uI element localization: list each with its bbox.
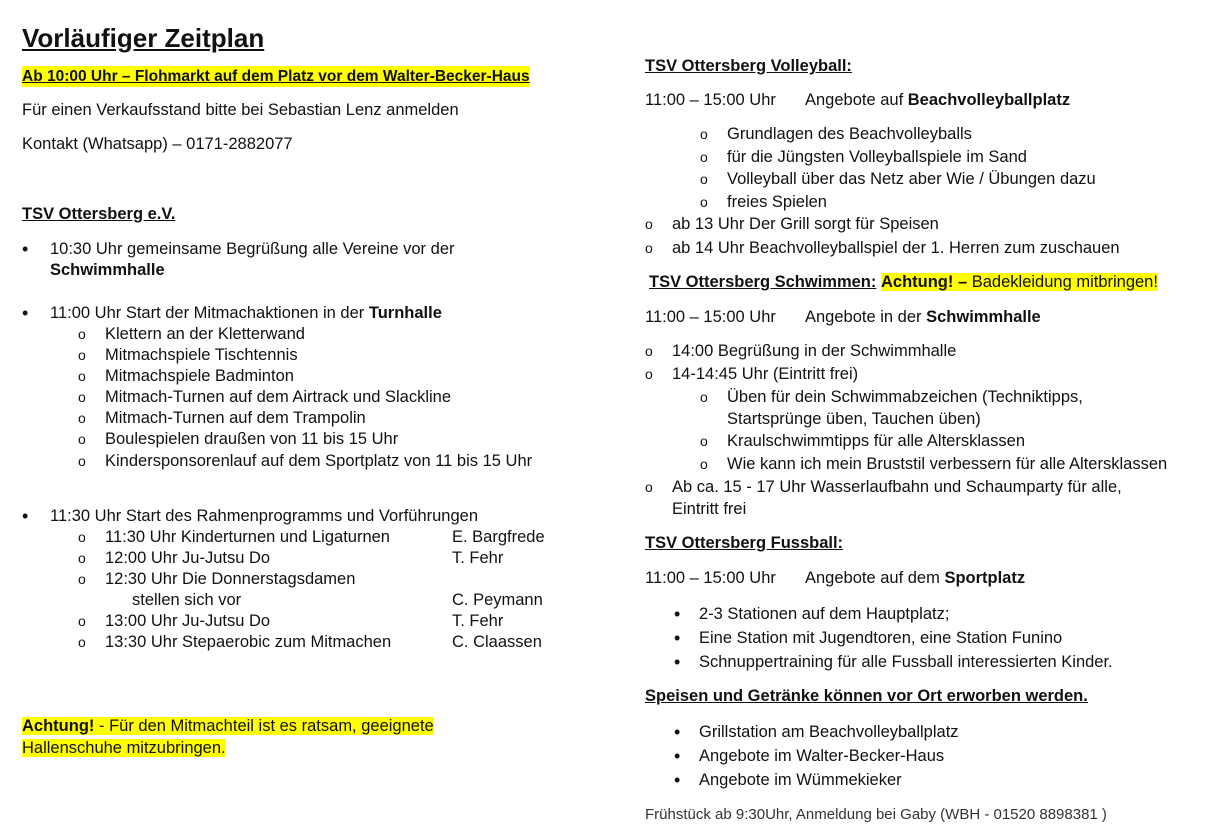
rahmen-item-text: 13:00 Uhr Ju-Jutsu Do [105, 612, 271, 630]
schwimmen-item: Ab ca. 15 - 17 Uhr Wasserlaufbahn und Schaumparty für alle, [672, 478, 1122, 496]
speisen-item: Grillstation am Beachvolleyballplatz [699, 723, 959, 741]
volleyball-item: freies Spielen [727, 193, 827, 211]
bullet-icon: • [674, 746, 681, 766]
achtung-notice-line2 [22, 738, 226, 759]
circle-bullet-icon: o [78, 326, 86, 342]
bullet-icon: • [22, 239, 29, 259]
circle-bullet-icon: o [78, 453, 86, 469]
circle-bullet-icon: o [645, 366, 653, 382]
mitmach-prefix: 11:00 Uhr Start der Mitmachaktionen in der [50, 304, 369, 322]
volleyball-item: Volleyball über das Netz aber Wie / Übungen dazu [727, 170, 1096, 188]
volleyball-offer-prefix: Angebote auf [805, 91, 908, 109]
fussball-time: 11:00 – 15:00 Uhr [645, 569, 776, 587]
circle-bullet-icon: o [78, 347, 86, 363]
begruessung-line1: 10:30 Uhr gemeinsame Begrüßung alle Vereine vor der [50, 240, 455, 258]
schwimmen-subitem: Wie kann ich mein Bruststil verbessern für alle Altersklassen [727, 455, 1168, 473]
mitmach-item: Mitmachspiele Badminton [105, 367, 294, 385]
rahmen-item-person: T. Fehr [452, 549, 504, 567]
mitmach-item: Mitmachspiele Tischtennis [105, 346, 298, 364]
bullet-icon: • [674, 722, 681, 742]
fussball-heading: TSV Ottersberg Fussball: [645, 534, 844, 552]
speisen-item: Angebote im Walter-Becker-Haus [699, 747, 945, 765]
mitmach-item: Kindersponsorenlauf auf dem Sportplatz von 11 bis 15 Uhr [105, 452, 533, 470]
mitmach-item: Mitmach-Turnen auf dem Trampolin [105, 409, 366, 427]
fussball-offer-prefix: Angebote auf dem [805, 569, 945, 587]
circle-bullet-icon: o [78, 389, 86, 405]
fussball-item: Eine Station mit Jugendtoren, eine Station Funino [699, 629, 1063, 647]
bullet-icon: • [674, 652, 681, 672]
achtung-text: - Für den Mitmachteil ist es ratsam, geeignete [94, 717, 434, 735]
circle-bullet-icon: o [78, 410, 86, 426]
circle-bullet-icon: o [78, 613, 86, 629]
schwimmen-item: 14-14:45 Uhr (Eintritt frei) [672, 365, 859, 383]
circle-bullet-icon: o [700, 171, 708, 187]
circle-bullet-icon: o [700, 126, 708, 142]
circle-bullet-icon: o [700, 149, 708, 165]
rahmen-item-text: 12:00 Uhr Ju-Jutsu Do [105, 549, 271, 567]
achtung-notice-line1 [22, 716, 434, 737]
achtung-label: Achtung! [22, 717, 95, 735]
schwimmen-achtung-text: Badekleidung mitbringen! [967, 273, 1158, 291]
bullet-icon: • [22, 303, 29, 323]
circle-bullet-icon: o [78, 571, 86, 587]
rahmen-item-text: 12:30 Uhr Die Donnerstagsdamen [105, 570, 356, 588]
circle-bullet-icon: o [78, 550, 86, 566]
circle-bullet-icon: o [78, 368, 86, 384]
mitmach-item: Klettern an der Kletterwand [105, 325, 305, 343]
schwimmen-item: 14:00 Begrüßung in der Schwimmhalle [672, 342, 957, 360]
fussball-offer [805, 568, 1025, 589]
fussball-item: Schnuppertraining für alle Fussball interessierten Kinder. [699, 653, 1113, 671]
circle-bullet-icon: o [645, 343, 653, 359]
bullet-icon: • [674, 770, 681, 790]
volleyball-item: für die Jüngsten Volleyballspiele im Sand [727, 148, 1027, 166]
mitmach-heading [50, 303, 442, 324]
rahmen-item-person: C. Claassen [452, 633, 542, 651]
circle-bullet-icon: o [700, 433, 708, 449]
circle-bullet-icon: o [700, 389, 708, 405]
volleyball-offer-location: Beachvolleyballplatz [907, 91, 1071, 109]
schwimmen-subitem-cont: Startsprünge üben, Tauchen üben) [727, 410, 981, 428]
mitmach-item: Mitmach-Turnen auf dem Airtrack und Slackline [105, 388, 452, 406]
schwimmen-item-cont: Eintritt frei [672, 500, 747, 518]
fruehstueck-note: Frühstück ab 9:30Uhr, Anmeldung bei Gaby (WBH - 01520 8898381 ) [645, 806, 1107, 823]
speisen-item: Angebote im Wümmekieker [699, 771, 902, 789]
rahmen-item-text: stellen sich vor [132, 591, 242, 609]
schwimmen-achtung-label: Achtung! – [880, 273, 968, 291]
kontakt-text: Kontakt (Whatsapp) – 0171-2882077 [22, 135, 293, 153]
circle-bullet-icon: o [645, 240, 653, 256]
rahmen-item-person: C. Peymann [452, 591, 543, 609]
volleyball-heading: TSV Ottersberg Volleyball: [645, 57, 852, 75]
schwimmen-heading-line [649, 272, 1158, 293]
tsv-heading: TSV Ottersberg e.V. [22, 205, 176, 223]
mitmach-item: Boulespielen draußen von 11 bis 15 Uhr [105, 430, 399, 448]
volleyball-extra: ab 13 Uhr Der Grill sorgt für Speisen [672, 215, 939, 233]
page-title: Vorläufiger Zeitplan [22, 23, 265, 53]
circle-bullet-icon: o [700, 194, 708, 210]
volleyball-offer [805, 90, 1070, 111]
circle-bullet-icon: o [645, 216, 653, 232]
rahmen-item-text: 13:30 Uhr Stepaerobic zum Mitmachen [105, 633, 392, 651]
schwimmen-heading: TSV Ottersberg Schwimmen: [649, 273, 877, 291]
circle-bullet-icon: o [645, 479, 653, 495]
rahmen-item-person: E. Bargfrede [452, 528, 545, 546]
verkaufsstand-text: Für einen Verkaufsstand bitte bei Sebastian Lenz anmelden [22, 101, 459, 119]
bullet-icon: • [674, 604, 681, 624]
circle-bullet-icon: o [78, 529, 86, 545]
schwimmen-subitem: Üben für dein Schwimmabzeichen (Techniktipps, [727, 388, 1083, 406]
mitmach-location: Turnhalle [368, 304, 442, 322]
schwimmen-subitem: Kraulschwimmtipps für alle Altersklassen [727, 432, 1026, 450]
begruessung-line2: Schwimmhalle [50, 261, 165, 279]
achtung-text-line2: Hallenschuhe mitzubringen. [22, 739, 226, 757]
speisen-heading: Speisen und Getränke können vor Ort erworben werden. [645, 687, 1088, 705]
volleyball-extra: ab 14 Uhr Beachvolleyballspiel der 1. Herren zum zuschauen [672, 239, 1120, 257]
circle-bullet-icon: o [700, 456, 708, 472]
fussball-item: 2-3 Stationen auf dem Hauptplatz; [699, 605, 950, 623]
schwimmen-offer [805, 307, 1041, 328]
schwimmen-offer-location: Schwimmhalle [926, 308, 1041, 326]
circle-bullet-icon: o [78, 431, 86, 447]
rahmen-item-text: 11:30 Uhr Kinderturnen und Ligaturnen [105, 528, 390, 546]
fussball-offer-location: Sportplatz [944, 569, 1026, 587]
volleyball-item: Grundlagen des Beachvolleyballs [727, 125, 972, 143]
bullet-icon: • [22, 506, 29, 526]
flohmarkt-notice: Ab 10:00 Uhr – Flohmarkt auf dem Platz vor dem Walter-Becker-Haus [22, 68, 530, 85]
rahmen-heading: 11:30 Uhr Start des Rahmenprogramms und Vorführungen [50, 507, 479, 525]
schwimmen-time: 11:00 – 15:00 Uhr [645, 308, 776, 326]
circle-bullet-icon: o [78, 634, 86, 650]
bullet-icon: • [674, 628, 681, 648]
volleyball-time: 11:00 – 15:00 Uhr [645, 91, 776, 109]
rahmen-item-person: T. Fehr [452, 612, 504, 630]
schwimmen-offer-prefix: Angebote in der [805, 308, 927, 326]
